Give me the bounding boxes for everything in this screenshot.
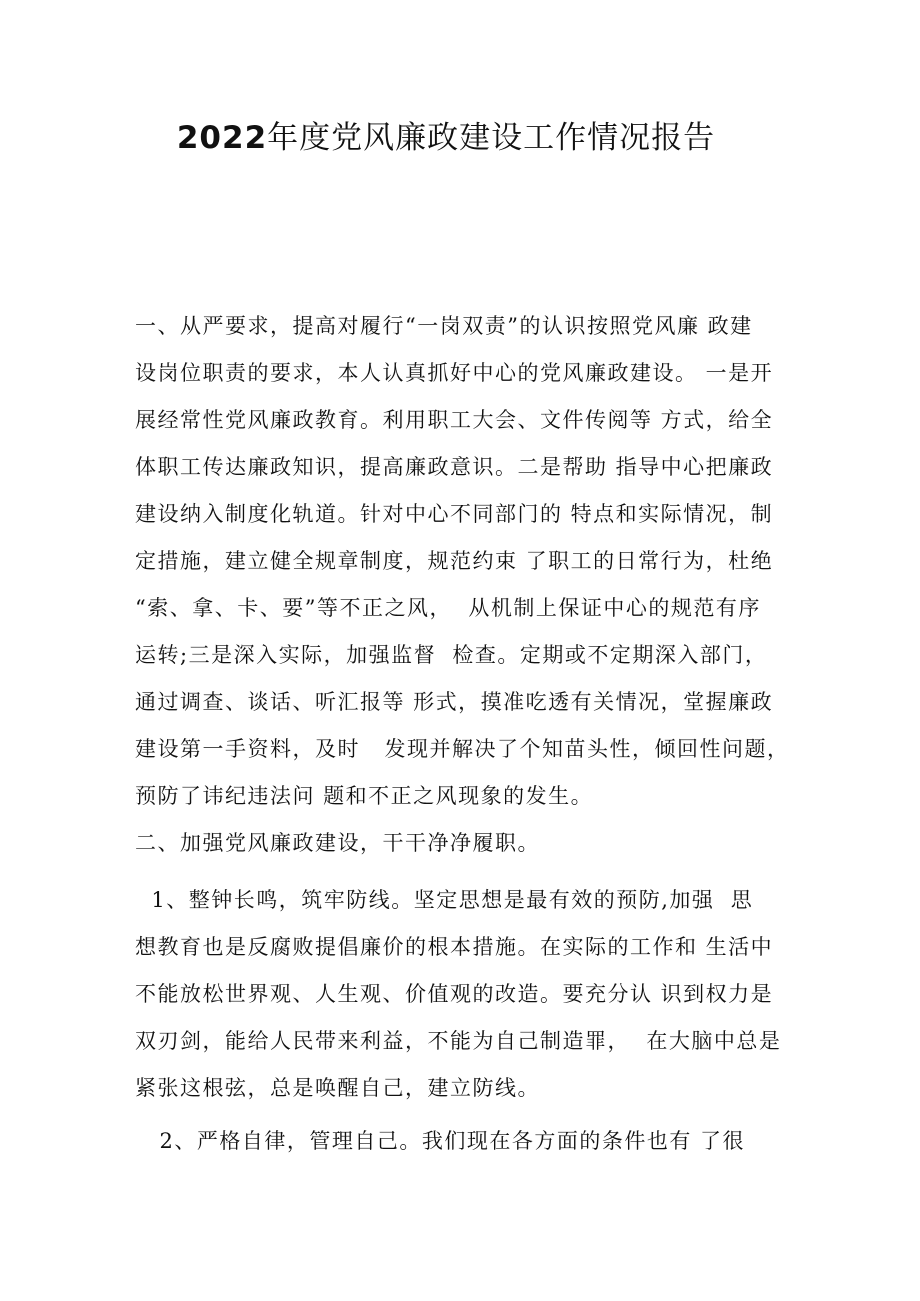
title-year: 2022 [176,120,268,156]
title-text: 年度党风廉政建设工作情况报告 [267,120,716,156]
body-line: 通过调查、谈话、听汇报等 形式，摸准吃透有关情况，堂握廉政 [135,690,774,714]
body-line: 设岗位职责的要求，本人认真抓好中心的党风廉政建设。 一是开 [135,361,774,385]
body-line: 双刃剑，能给人民带来利益，不能为自己制造罪， 在大脑中总是 [135,1029,782,1053]
body-line: 体职工传达廉政知识，提高廉政意识。二是帮助 指导中心把廉政 [135,455,774,479]
body-line: 运转;三是深入实际，加强监督 检查。定期或不定期深入部门， [135,643,768,667]
section-heading: 二、加强党风廉政建设，干干净净履职。 [135,831,540,855]
body-line: 建设第一手资料，及时 发现并解决了个知苗头性，倾回性问题， [135,737,790,761]
body-line: 想教育也是反腐败提倡廉价的根本措施。在实际的工作和 生活中 [135,935,774,959]
body-line: 1、整钟长鸣，筑牢防线。坚定思想是最有效的预防,加强 思 [135,888,754,912]
body-line: 不能放松世界观、人生观、价值观的改造。要充分认 识到权力是 [135,982,774,1006]
body-line: 定措施，建立健全规章制度，规范约束 了职工的日常行为，杜绝 [135,549,774,573]
body-line: “索、拿、卡、要”等不正之风， 从机制上保证中心的规范有序 [135,596,761,620]
body-line: 一、从严要求，提高对履行“一岗双责”的认识按照党风廉 政建 [135,314,753,338]
body-line: 预防了讳纪违法问 题和不正之风现象的发生。 [135,784,594,808]
body-line: 展经常性党风廉政教育。利用职工大会、文件传阅等 方式，给全 [135,408,774,432]
body-line: 紧张这根弦，总是唤醒自己，建立防线。 [135,1076,540,1100]
body-line: 2、严格自律，管理自己。我们现在各方面的条件也有 了很 [135,1129,746,1153]
document-title [0,112,892,157]
body-line: 建设纳入制度化轨道。针对中心不同部门的 特点和实际情况，制 [135,502,774,526]
